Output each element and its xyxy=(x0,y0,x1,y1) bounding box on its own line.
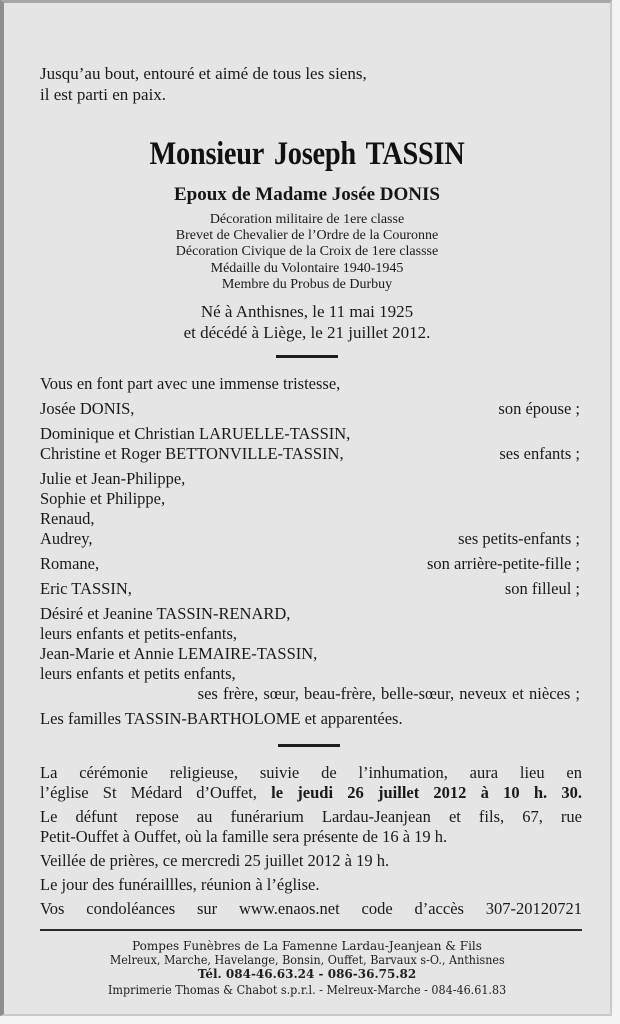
vigil-line: Veillée de prières, ce mercredi 25 juillet 2012 à 19 h. xyxy=(40,851,390,870)
condolences-prefix: Vos condoléances sur xyxy=(40,899,218,918)
funerarium-line: Le défunt repose au funérarium Lardau-Jeanjean et fils, 67, rue xyxy=(40,807,582,826)
section-divider xyxy=(276,355,338,358)
family-row xyxy=(40,509,580,529)
undertaker-phones: Tél. 084-46.63.24 - 086-36.75.82 xyxy=(197,967,417,981)
undertaker-locations: Melreux, Marche, Havelange, Bonsin, Ouffet, Barvaux s-O., Anthisnes xyxy=(109,953,505,967)
church-text: l’église St Médard d’Ouffet, xyxy=(40,783,257,802)
family-row xyxy=(40,469,580,489)
life-dates xyxy=(4,301,610,343)
honour-item: Membre du Probus de Durbuy xyxy=(221,276,393,292)
family-row xyxy=(40,604,580,624)
ceremony-line xyxy=(40,783,582,803)
family-row xyxy=(40,489,580,509)
printer-line: Imprimerie Thomas & Chabot s.p.r.l. - Melreux-Marche - 084-46.61.83 xyxy=(107,983,507,997)
family-member-name: Eric TASSIN, xyxy=(40,579,132,598)
closing-row xyxy=(40,709,580,729)
honour-item: Décoration militaire de 1ere classe xyxy=(209,212,405,227)
ceremony-datetime: le jeudi 26 juillet 2012 à 10 h. 30. xyxy=(271,783,582,802)
family-member-name: leurs enfants et petits enfants, xyxy=(40,664,236,683)
family-row xyxy=(40,444,580,464)
family-row xyxy=(40,579,580,599)
ceremony-details xyxy=(40,763,582,919)
family-member-name: Romane, xyxy=(40,554,100,573)
family-row xyxy=(40,624,580,644)
honour-item: Brevet de Chevalier de l’Ordre de la Couronne xyxy=(175,228,439,244)
printer-info xyxy=(4,983,610,997)
honours-list xyxy=(4,212,610,293)
intro-line: il est parti en paix. xyxy=(40,85,167,104)
death-line: et décédé à Liège, le 21 juillet 2012. xyxy=(183,323,431,342)
family-row xyxy=(40,554,580,574)
family-list xyxy=(40,374,580,729)
family-opening-row xyxy=(40,374,580,394)
honour-item: Médaille du Volontaire 1940-1945 xyxy=(210,260,404,276)
family-row xyxy=(40,664,580,684)
family-relation: son épouse ; xyxy=(498,399,580,418)
undertaker-name: Pompes Funèbres de La Famenne Lardau-Jeanjean & Fils xyxy=(132,939,482,953)
family-relation: ses petits-enfants ; xyxy=(458,529,580,548)
family-row xyxy=(40,399,580,419)
family-closing: Les familles TASSIN-BARTHOLOME et apparentées. xyxy=(40,709,403,728)
family-member-name: Renaud, xyxy=(40,509,95,528)
section-divider xyxy=(278,744,340,747)
family-opening: Vous en font part avec une immense tristesse, xyxy=(40,374,341,393)
meeting-line: Le jour des funéraillles, réunion à l’église. xyxy=(40,875,320,894)
family-relation: ses enfants ; xyxy=(499,444,580,463)
spouse-line: Epoux de Madame Josée DONIS xyxy=(173,184,440,205)
birth-line: Né à Anthisnes, le 11 mai 1925 xyxy=(200,302,414,321)
condolences-link[interactable]: www.enaos.net xyxy=(239,899,340,918)
family-member-name: Dominique et Christian LARUELLE-TASSIN, xyxy=(40,424,351,443)
family-member-name: Josée DONIS, xyxy=(40,399,135,418)
family-row xyxy=(40,424,580,444)
siblings-line: ses frère, sœur, beau-frère, belle-sœur, neveux et nièces ; xyxy=(197,684,580,703)
deceased-name: Monsieur Joseph TASSIN xyxy=(149,136,465,172)
intro-line: Jusqu’au bout, entouré et aimé de tous les siens, xyxy=(40,64,367,83)
intro-text xyxy=(40,63,367,105)
honour-item: Décoration Civique de la Croix de 1ere classse xyxy=(175,244,439,260)
family-member-name: leurs enfants et petits-enfants, xyxy=(40,624,238,643)
undertaker-info xyxy=(4,939,610,981)
ceremony-line: La cérémonie religieuse, suivie de l’inhumation, aura lieu en xyxy=(40,763,582,782)
siblings-row xyxy=(40,684,580,704)
access-code: code d’accès 307-20120721 xyxy=(361,899,583,918)
footer-divider xyxy=(40,929,582,931)
family-member-name: Christine et Roger BETTONVILLE-TASSIN, xyxy=(40,444,344,463)
family-row xyxy=(40,644,580,664)
family-member-name: Audrey, xyxy=(40,529,93,548)
family-member-name: Sophie et Philippe, xyxy=(40,489,166,508)
family-relation: son arrière-petite-fille ; xyxy=(426,554,580,573)
family-relation: son filleul ; xyxy=(504,579,580,598)
family-member-name: Jean-Marie et Annie LEMAIRE-TASSIN, xyxy=(40,644,318,663)
funerarium-line: Petit-Ouffet à Ouffet, où la famille sera présente de 16 à 19 h. xyxy=(40,827,448,846)
family-row xyxy=(40,529,580,549)
family-member-name: Julie et Jean-Philippe, xyxy=(40,469,186,488)
condolences-line xyxy=(40,899,582,919)
family-member-name: Désiré et Jeanine TASSIN-RENARD, xyxy=(40,604,291,623)
